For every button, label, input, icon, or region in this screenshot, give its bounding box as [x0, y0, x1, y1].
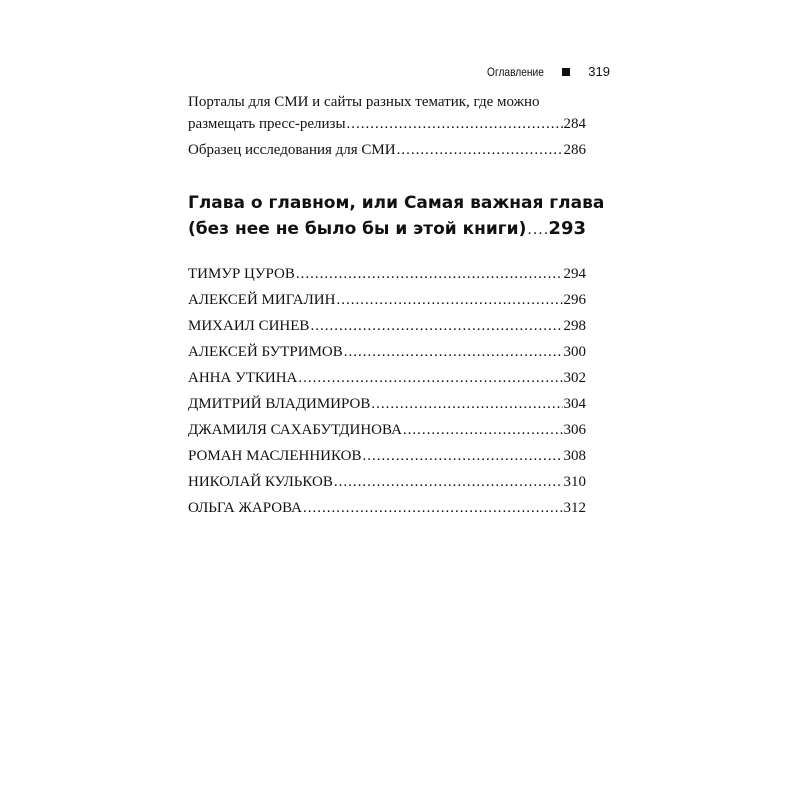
leader-dots — [344, 344, 563, 361]
chapter-page: 293 — [548, 218, 586, 239]
leader-dots — [303, 500, 562, 517]
entry-title: НИКОЛАЙ КУЛЬКОВ — [188, 474, 333, 490]
toc-entry[interactable] — [188, 344, 586, 370]
entry-page: 298 — [563, 318, 586, 334]
toc-entry[interactable] — [188, 370, 586, 396]
entry-title: РОМАН МАСЛЕННИКОВ — [188, 448, 362, 464]
chapter-entry[interactable] — [188, 193, 605, 243]
leader-dots — [310, 318, 562, 335]
entry-page: 284 — [563, 116, 586, 132]
leader-dots — [296, 266, 563, 283]
toc-entry[interactable] — [188, 292, 586, 318]
toc-entries — [188, 94, 586, 164]
entry-page: 306 — [563, 422, 586, 438]
toc-entry[interactable] — [188, 94, 586, 116]
entry-page: 286 — [563, 142, 586, 158]
toc-entry[interactable] — [188, 448, 586, 474]
entry-title: АЛЕКСЕЙ БУТРИМОВ — [188, 344, 343, 360]
leader-dots — [362, 448, 562, 465]
entry-title: ТИМУР ЦУРОВ — [188, 266, 295, 282]
leader-dots — [334, 474, 563, 491]
chapter-title: (без нее не было бы и этой книги) — [188, 219, 527, 239]
entry-title: ДМИТРИЙ ВЛАДИМИРОВ — [188, 396, 371, 412]
entry-page: 294 — [563, 266, 586, 282]
toc-entry[interactable] — [188, 396, 586, 422]
leader-dots — [336, 292, 562, 309]
running-header — [477, 64, 610, 79]
entry-page: 308 — [563, 448, 586, 464]
toc-entry[interactable] — [188, 318, 586, 344]
entry-title: ДЖАМИЛЯ САХАБУТДИНОВА — [188, 422, 402, 438]
entry-page: 300 — [563, 344, 586, 360]
section-title: Оглавление — [487, 64, 545, 79]
page-number: 319 — [588, 64, 610, 79]
toc-entry[interactable] — [188, 116, 586, 138]
entry-title: АННА УТКИНА — [188, 370, 298, 386]
leader-dots — [347, 116, 563, 133]
entry-page: 296 — [563, 292, 586, 308]
entry-page: 310 — [563, 474, 586, 490]
leader-dots — [403, 422, 563, 439]
toc-entry[interactable] — [188, 500, 586, 526]
entry-page: 302 — [563, 370, 586, 386]
entry-title: размещать пресс-релизы — [188, 116, 346, 132]
entry-title: Образец исследования для СМИ — [188, 142, 396, 158]
toc-entry[interactable] — [188, 266, 586, 292]
leader-dots — [371, 396, 562, 413]
entry-title: МИХАИЛ СИНЕВ — [188, 318, 310, 334]
leader-dots — [527, 222, 547, 238]
entry-page: 312 — [563, 500, 586, 516]
square-bullet-icon — [562, 68, 570, 76]
entry-title: ОЛЬГА ЖАРОВА — [188, 500, 303, 516]
chapter-title-line1: Глава о главном, или Самая важная глава — [188, 193, 605, 213]
entry-title-line1: Порталы для СМИ и сайты разных тематик, где можно — [188, 94, 540, 110]
leader-dots — [397, 142, 563, 159]
toc-entry[interactable] — [188, 142, 586, 164]
toc-entry[interactable] — [188, 422, 586, 448]
entry-title: АЛЕКСЕЙ МИГАЛИН — [188, 292, 336, 308]
entry-page: 304 — [563, 396, 586, 412]
names-list — [188, 266, 586, 526]
leader-dots — [298, 370, 562, 387]
toc-entry[interactable] — [188, 474, 586, 500]
